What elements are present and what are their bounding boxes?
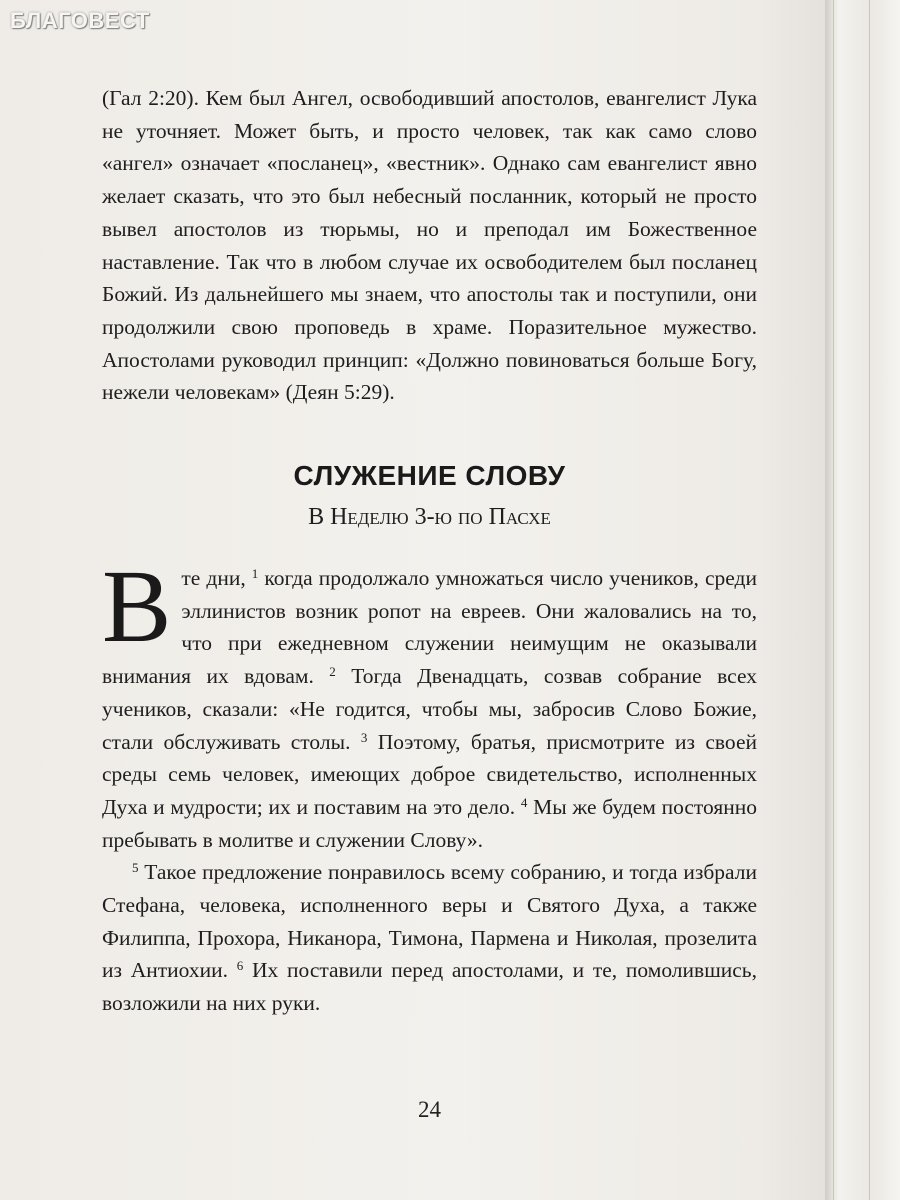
watermark-logo: БЛАГОВЕСТ [10, 8, 150, 33]
drop-cap: В [102, 549, 172, 664]
subtitle-smallcaps: Неделю 3-ю по Пасхе [330, 504, 551, 530]
verse-text: Мы же будем постоянно пребывать в молитве и служении Слову». [102, 794, 758, 852]
verse-number: 3 [360, 729, 368, 745]
continued-paragraph [102, 82, 757, 409]
verse-text: те дни, [181, 566, 252, 590]
verse-number: 6 [236, 958, 244, 974]
verse-number: 1 [251, 566, 259, 581]
edge-line [833, 0, 834, 1200]
verse-number: 2 [329, 664, 336, 680]
reading-paragraph-2 [102, 856, 757, 1020]
subtitle-prefix: В [308, 504, 331, 530]
section-subtitle [102, 504, 757, 531]
verse-text: Такое предложение понравилось всему собранию, и тогда избрали Стефана, человека, исполненного веры и Святого Духа, а также Филиппа, Прохора, Никанора, Тимона, Пармена и Николая, прозелита из Антиохии. [102, 860, 757, 983]
page-edge [825, 0, 900, 1200]
verse-text: Их поставили перед апостолами, и те, помолившись, возложили на них руки. [102, 958, 757, 1016]
scripture-reading [102, 549, 758, 1020]
paragraph-text: (Гал 2:20). Кем был Ангел, освободивший апостолов, евангелист Лука не уточняет. Может быть, и просто человек, так как само слово «ангел» означает «посланец», «вестник». Однако сам евангелист явно желает сказать, что это был небесный посланник, который не просто вывел апостолов из тюрьмы, но и преподал им Божественное наставление. Так что в любом случае их освободителем был посланец Божий. Из дальнейшего мы знаем, что апостолы так и поступили, они продолжили свою проповедь в храме. Поразительное мужество. Апостолами руководил принцип: «Должно повиноваться больше Богу, нежели человекам» (Деян 5:29). [102, 86, 757, 405]
verse-text: когда продолжало умножаться число учеников, среди эллинистов возник ропот на евреев. Они жаловались на то, что при ежедневном служении неимущим не оказывали внимания их вдовам. [102, 566, 758, 689]
reading-paragraph-1 [102, 549, 758, 856]
verse-number: 4 [520, 794, 528, 810]
verse-text: Тогда Двенадцать, созвав собрание всех учеников, сказали: «Не годится, чтобы мы, забросив Слово Божие, стали обслуживать столы. [102, 664, 757, 754]
section-title: СЛУЖЕНИЕ СЛОВУ [293, 460, 566, 491]
page-number: 24 [418, 1097, 441, 1122]
verse-number: 5 [132, 860, 139, 876]
verse-text: Поэтому, братья, присмотрите из своей среды семь человек, имеющих доброе свидетельство, исполненных Духа и мудрости; их и поставим на это дело. [102, 729, 757, 819]
edge-line [869, 0, 870, 1200]
